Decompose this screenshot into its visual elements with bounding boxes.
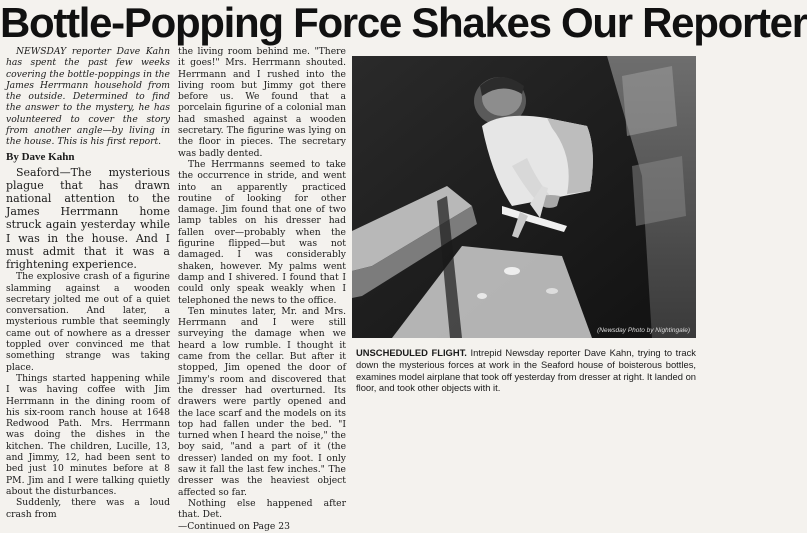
- photo-caption: [356, 347, 696, 394]
- continued-line: —Continued on Page 23: [178, 521, 290, 533]
- body-paragraph: The explosive crash of a figurine slamming against a wooden secretary jolted me out of a quiet conversation. And later, a mysterious rumble that seemingly came out of nowhere as a dresser toppled over convinced me that something strange was taking place.: [6, 271, 170, 373]
- column-1: [6, 46, 170, 520]
- headline: Bottle-Popping Force Shakes Our Reporter: [0, 0, 807, 46]
- body-paragraph: Ten minutes later, Mr. and Mrs. Herrmann and I were still surveying the damage when we heard a low rumble. I thought it came from the cellar. But after it stopped, Jim opened the door of Jimmy's room and discovered that the dresser had overturned. Its drawers were partly opened and the lace scarf and the models on its top had fallen under the bed. "I turned when I heard the noise," the boy said, "and a part of it (the dresser) landed on my foot. I only saw it fall the last few inches." The dresser was the heaviest object affected so far.: [178, 305, 346, 498]
- lead-paragraphs: [6, 166, 170, 272]
- lead-paragraph: Seaford—The mysterious plague that has drawn national attention to the James Herrmann home struck again yesterday while I was in the house. And I must admit that it was a frightening experience.: [6, 165, 170, 272]
- body-paragraph: Things started happening while I was having coffee with Jim Herrmann in the dining room of his six-room ranch house at 1648 Redwood Path. Mrs. Herrmann was doing the dishes in the kitchen. The children, Lucille, 13, and Jimmy, 12, had been sent to bed just 10 minutes before at 8 PM. Jim and I were talking quietly about the disturbances.: [6, 372, 170, 497]
- body-paragraph: Suddenly, there was a loud crash from: [6, 497, 170, 520]
- intro-paragraph: NEWSDAY reporter Dave Kahn has spent the past few weeks covering the bottle-poppings in the James Herrmann household from the outside. Determined to find the answer to the mystery, he has volunteered to cover the story from another angle—by living in the house. This is his first report.: [6, 46, 170, 148]
- news-photo: [352, 56, 696, 338]
- caption-lead: UNSCHEDULED FLIGHT.: [356, 347, 467, 358]
- photo-credit: (Newsday Photo by Nightingale): [597, 327, 690, 334]
- caption-text: Intrepid Newsday reporter Dave Kahn, trying to track down the mysterious forces at work in the Seaford house of boisterous bottles, examines model airplane that took off yesterday from dresser at right. It landed on floor, and took other objects with it.: [356, 347, 696, 394]
- column-2: [178, 46, 346, 533]
- byline: By Dave Kahn: [6, 150, 75, 163]
- body-paragraph: The Herrmanns seemed to take the occurrence in stride, and went into an apparently practiced routine of looking for other damage. Jim found that one of two lamp tables on his dresser had fallen over—probably when the figurine flipped—but was not damaged. I was considerably shaken, however. My palms went damp and I shivered. I found that I could only speak weakly when I telephoned the news to the office.: [178, 158, 346, 306]
- body-paragraph: Nothing else happened after that. Det.: [178, 497, 346, 521]
- photo-scene-illustration: [352, 56, 696, 338]
- body-paragraph: the living room behind me. "There it goes!" Mrs. Herrmann shouted. Herrmann and I rushed into the living room but Jimmy got there before us. We found that a porcelain figurine of a colonial man had smashed against a wooden secretary. The figurine was lying on the floor in pieces. The secretary was badly dented.: [178, 46, 346, 159]
